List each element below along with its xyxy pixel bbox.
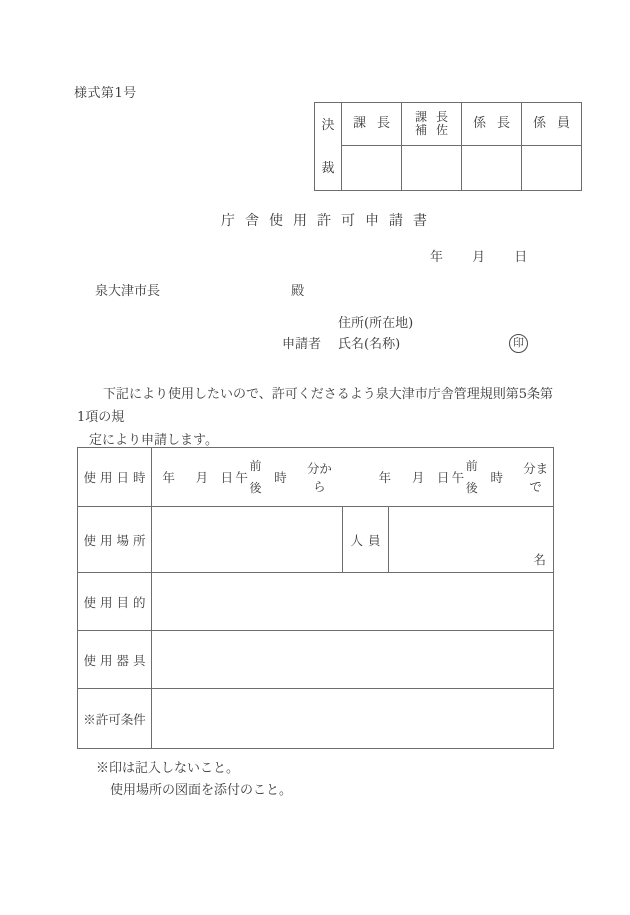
approval-header-kakariin-label: 係員 [533, 116, 582, 131]
approval-box-kacho-hosa[interactable] [402, 146, 462, 191]
kessai-char-2: 裁 [321, 160, 335, 176]
application-details-table [77, 447, 554, 749]
end-minute-label: 分まで [523, 461, 549, 494]
start-pm-label: 後 [249, 481, 262, 495]
table-row [78, 573, 554, 631]
approval-stamp-table [314, 102, 582, 191]
footer-notes [96, 758, 292, 802]
row-label-use-datetime [78, 448, 152, 507]
approval-header-kacho [342, 103, 402, 146]
end-gogo-label: 午 [451, 470, 465, 485]
approval-header-kakaricho [462, 103, 522, 146]
row-label-use-purpose [78, 573, 152, 631]
approval-header-kacho-hosa [402, 103, 462, 146]
addressee-honorific: 殿 [291, 284, 305, 299]
approval-header-kakariin [522, 103, 582, 146]
row-label-use-purpose-text: 使用目的 [83, 594, 150, 610]
end-pm-label: 後 [465, 481, 478, 495]
row-label-use-equipment-text: 使用器具 [83, 652, 150, 668]
datetime-end [368, 459, 553, 495]
hosa-char-3: 補 [414, 123, 427, 137]
applicant-label: 申請者 [282, 337, 322, 352]
footer-note-2: 使用場所の図面を添付のこと。 [110, 783, 293, 798]
date-line [430, 246, 527, 265]
table-row [78, 631, 554, 689]
applicant-block [282, 313, 524, 355]
footer-note-1: ※印は記入しないこと。 [96, 761, 240, 776]
end-hour-label: 時 [490, 470, 503, 485]
date-year-label: 年 [430, 250, 444, 265]
table-row [78, 689, 554, 749]
date-month-label: 月 [472, 250, 486, 265]
start-month-label: 月 [195, 470, 209, 485]
hosa-char-4: 佐 [436, 123, 449, 137]
applicant-address-label: 住所(所在地) [338, 316, 414, 331]
row-label-use-place-text: 使用場所 [83, 532, 150, 548]
approval-header-kacho-label: 課長 [353, 116, 402, 131]
row-label-use-place [78, 507, 152, 573]
start-year-label: 年 [162, 470, 175, 485]
cell-use-datetime[interactable] [152, 448, 554, 507]
date-day-label: 日 [514, 250, 528, 265]
start-hour-label: 時 [274, 470, 287, 485]
table-row [78, 507, 554, 573]
row-label-permit-conditions-text: ※許可条件 [83, 711, 146, 727]
row-label-people-count-text: 人員 [350, 532, 386, 548]
cell-use-place[interactable] [152, 507, 343, 573]
end-ampm-toggle[interactable] [464, 458, 479, 495]
people-count-unit: 名 [533, 552, 546, 567]
row-label-use-equipment [78, 631, 152, 689]
approval-kessai-cell [315, 103, 342, 191]
hosa-char-1: 課 [414, 110, 427, 125]
approval-signature-row [315, 146, 582, 191]
end-am-label: 前 [465, 458, 478, 473]
approval-box-kakariin[interactable] [522, 146, 582, 191]
cell-use-purpose[interactable] [152, 573, 554, 631]
row-label-use-datetime-text: 使用日時 [83, 470, 150, 485]
row-label-people-count [343, 507, 389, 573]
datetime-start [152, 459, 337, 495]
approval-box-kakaricho[interactable] [462, 146, 522, 191]
form-number: 様式第1号 [74, 86, 137, 101]
start-am-label: 前 [249, 458, 262, 473]
approval-header-row [315, 103, 582, 146]
kessai-char-1: 決 [321, 117, 335, 133]
end-day-label: 日 [436, 470, 450, 485]
addressee-row [95, 280, 304, 299]
approval-box-kacho[interactable] [342, 146, 402, 191]
hosa-char-2: 長 [436, 110, 449, 125]
approval-header-kacho-hosa-label [402, 108, 461, 139]
document-title: 庁舎使用許可申請書 [221, 213, 437, 229]
datetime-range [152, 459, 553, 495]
approval-header-kakaricho-label: 係長 [473, 116, 522, 131]
cell-people-count[interactable] [389, 507, 554, 573]
start-ampm-toggle[interactable] [248, 458, 263, 495]
body-paragraph [77, 383, 557, 452]
start-day-label: 日 [220, 470, 234, 485]
body-paragraph-line1: 下記により使用したいので、許可くださるよう泉大津市庁舎管理規則第5条第1項の規 [77, 387, 554, 425]
applicant-name-label: 氏名(名称) [338, 337, 401, 352]
row-label-permit-conditions [78, 689, 152, 749]
seal-stamp-icon: 印 [509, 334, 528, 353]
cell-use-equipment[interactable] [152, 631, 554, 689]
start-minute-label: 分から [306, 461, 332, 494]
end-year-label: 年 [378, 470, 392, 485]
addressee-name: 泉大津市長 [95, 284, 161, 299]
cell-permit-conditions[interactable] [152, 689, 554, 749]
table-row [78, 448, 554, 507]
applicant-name-row [282, 334, 413, 355]
body-paragraph-line2: 定により申請します。 [89, 433, 218, 448]
end-month-label: 月 [411, 470, 425, 485]
start-gogo-label: 午 [235, 470, 248, 485]
